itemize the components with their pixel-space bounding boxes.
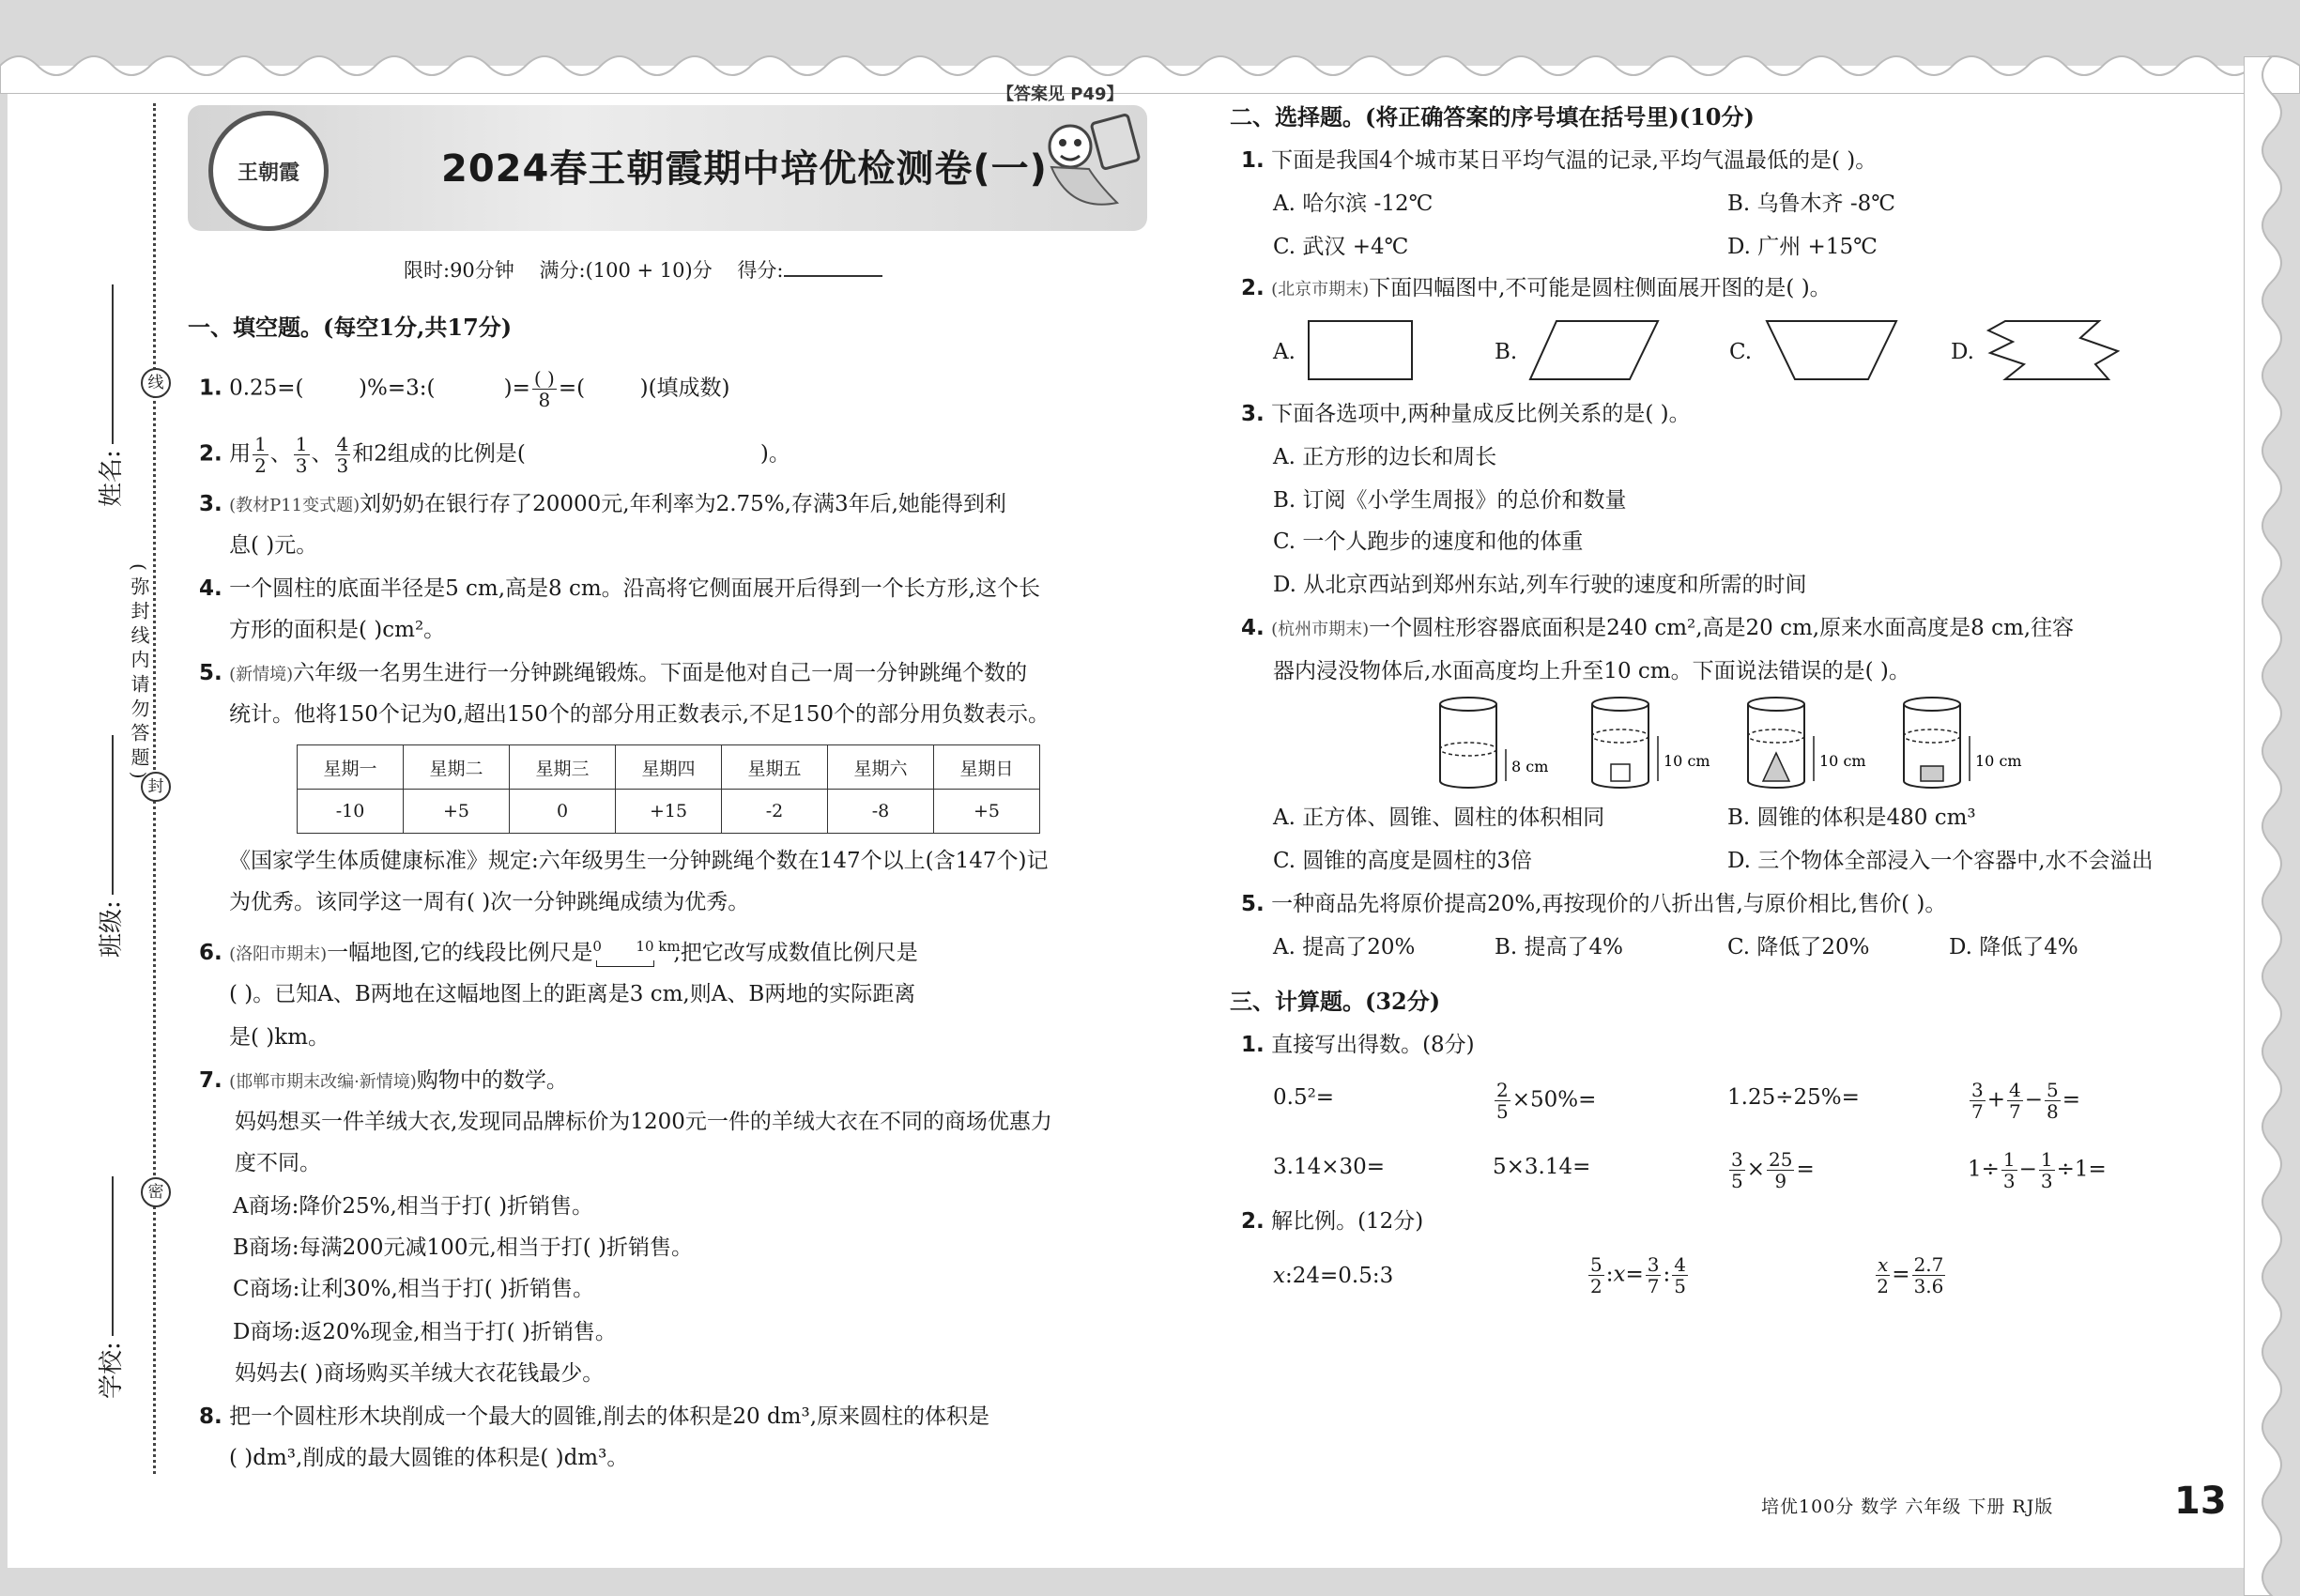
proportion-item: $\frac{5}{2}$ :x= $\frac{3}{7}$ : $\frac{4}{5}$ [1590,1253,1686,1297]
proportion-item: $\frac{x}{2}$ = $\frac{2.7}{3.6}$ [1877,1253,1944,1297]
s1-q7-c: C商场:让利30%,相当于打( )折销售。 [233,1277,595,1301]
s2-q5-d: D. 降低了4% [1949,935,2078,959]
s1-q6: 6. (洛阳市期末)一幅地图,它的线段比例尺是 0 10 km ,把它改写成数值比例尺是 [199,939,918,969]
table-row [298,790,1040,834]
table-header-cell: 星期四 [616,745,722,790]
answer-reference: 【答案见 P49】 [997,84,1124,104]
exam-meta: 限时:90分钟 满分:(100 + 10)分 得分: [404,255,882,284]
s1-q4: 4. 一个圆柱的底面半径是5 cm,高是8 cm。沿高将它侧面展开后得到一个长方形,这个长 [199,576,1040,601]
paper-title: 2024春王朝霞期中培优检测卷(一) [441,147,1048,191]
calc-item: 5×3.14= [1493,1155,1591,1179]
s1-q5-line2: 统计。他将150个记为0,超出150个的部分用正数表示,不足150个的部分用负数表示。 [229,702,1050,727]
s2-q4-d: D. 三个物体全部浸入一个容器中,水不会溢出 [1727,849,2154,873]
s3-q2: 2. 解比例。(12分) [1241,1209,1424,1234]
shape-rectangle [1307,319,1416,383]
s1-q5-line4: 为优秀。该同学这一周有( )次一分钟跳绳成绩为优秀。 [229,890,750,914]
mascot-icon [1014,90,1155,231]
s1-q3-line2: 息( )元。 [229,533,318,558]
calc-item: 1.25÷25%= [1727,1085,1860,1110]
section3-title: 三、计算题。(32分) [1230,988,1441,1015]
s2-q4-c: C. 圆锥的高度是圆柱的3倍 [1273,849,1533,873]
s1-q7-d: D商场:返20%现金,相当于打( )折销售。 [233,1320,617,1344]
school-field[interactable]: 学校: [92,1176,127,1399]
proportion-item: x:24=0.5:3 [1273,1264,1394,1288]
wavy-right-border [2244,56,2300,1596]
s2-q1-b: B. 乌鲁木齐 -8℃ [1727,192,1895,216]
table-header-cell: 星期日 [934,745,1040,790]
s2-q1-d: D. 广州 +15℃ [1727,235,1878,259]
s2-q1-a: A. 哈尔滨 -12℃ [1273,192,1434,216]
s1-q7-e: 妈妈去( )商场购买羊绒大衣花钱最少。 [235,1361,605,1386]
brand-logo: 王朝霞 [208,111,329,231]
s1-q4-line2: 方形的面积是( )cm²。 [229,618,446,642]
table-cell: +5 [404,790,510,834]
binding-char-mi: 密 [141,1177,171,1207]
table-header-cell: 星期三 [510,745,616,790]
table-header-cell: 星期一 [298,745,404,790]
s2-q4-line2: 器内浸没物体后,水面高度均上升至10 cm。下面说法错误的是( )。 [1273,659,1910,683]
calc-item: 0.5²= [1273,1085,1335,1110]
scale-bar: 0 10 km [592,940,673,968]
cylinder-label-3: 10 cm [1819,752,1866,770]
s1-q7-line1: 妈妈想买一件羊绒大衣,发现同品牌标价为1200元一件的羊绒大衣在不同的商场优惠力 [235,1110,1052,1134]
cylinder-label-2: 10 cm [1664,752,1710,770]
s2-q1-c: C. 武汉 +4℃ [1273,235,1409,259]
s2-q5-a: A. 提高了20% [1273,935,1416,959]
s1-q5: 5. (新情境)六年级一名男生进行一分钟跳绳锻炼。下面是他对自己一周一分钟跳绳个数的 [199,661,1028,685]
cylinder-figure-2 [1588,695,1720,798]
s2-q1: 1. 下面是我国4个城市某日平均气温的记录,平均气温最低的是( )。 [1241,148,1878,173]
s2-q4-a: A. 正方体、圆锥、圆柱的体积相同 [1273,806,1605,830]
s1-q2: 2. 用 $\frac{1}{2}$ 、 $\frac{1}{3}$ 、 $\frac{4}{3}$ 和2组成的比例是( )。 [199,433,790,477]
table-header-cell: 星期五 [722,745,828,790]
s1-q3: 3. (教材P11变式题)刘奶奶在银行存了20000元,年利率为2.75%,存满3年后,她能得到利 [199,492,1006,516]
class-field[interactable]: 班级: [92,735,127,958]
s2-q4: 4. (杭州市期末)一个圆柱形容器底面积是240 cm²,高是20 cm,原来水面高度是8 cm,往容 [1241,616,2075,640]
calc-item: $\frac{2}{5}$ ×50%= [1496,1079,1597,1123]
table-header-row [298,745,1040,790]
s1-q8: 8. 把一个圆柱形木块削成一个最大的圆锥,削去的体积是20 dm³,原来圆柱的体积是 [199,1404,990,1429]
table-cell: 0 [510,790,616,834]
binding-char-xian: 线 [141,368,171,398]
binding-char-feng: 封 [141,772,171,802]
cylinder-figure-3 [1744,695,1876,798]
binding-note: (弥封线内请勿答题) [128,563,150,785]
score-blank[interactable] [784,275,882,277]
shape-trapezoid [1765,319,1898,383]
calc-item: $\frac{3}{7}$ + $\frac{4}{7}$ − $\frac{5}{8}$ = [1971,1079,2081,1123]
s2-q4-b: B. 圆锥的体积是480 cm³ [1727,806,1976,830]
table-header-cell: 星期二 [404,745,510,790]
cylinder-label-1: 8 cm [1511,758,1549,775]
footer-info: 培优100分 数学 六年级 下册 RJ版 [1761,1496,2054,1517]
s2-q3-c: C. 一个人跑步的速度和他的体重 [1273,529,1584,554]
table-cell: +5 [934,790,1040,834]
name-field[interactable]: 姓名: [92,284,127,507]
shape-parallelogram [1528,319,1660,383]
s2-q2-c: C. [1729,340,1753,364]
s1-q6-line3: 是( )km。 [229,1025,330,1050]
shape-zigzag [1986,319,2120,383]
s1-q8-line2: ( )dm³,削成的最大圆锥的体积是( )dm³。 [229,1446,629,1470]
s2-q5-b: B. 提高了4% [1495,935,1624,959]
jump-rope-table [297,744,1040,834]
calc-item: $\frac{3}{5}$ × $\frac{25}{9}$ = [1731,1148,1815,1192]
table-cell: -10 [298,790,404,834]
s1-q7-line2: 度不同。 [235,1151,321,1175]
s2-q2-b: B. [1495,340,1518,364]
s1-q7: 7. (邯郸市期末改编·新情境)购物中的数学。 [199,1068,568,1093]
s2-q3-d: D. 从北京西站到郑州东站,列车行驶的速度和所需的时间 [1273,573,1807,597]
calc-item: 1÷ $\frac{1}{3}$ − $\frac{1}{3}$ ÷1= [1968,1148,2107,1192]
calc-item: 3.14×30= [1273,1155,1386,1179]
s2-q2: 2. (北京市期末)下面四幅图中,不可能是圆柱侧面展开图的是( )。 [1241,276,1832,300]
s2-q2-d: D. [1951,340,1974,364]
cylinder-label-4: 10 cm [1975,752,2022,770]
s1-q5-line3: 《国家学生体质健康标准》规定:六年级男生一分钟跳绳个数在147个以上(含147个)记 [229,849,1049,873]
section1-title: 一、填空题。(每空1分,共17分) [188,314,513,341]
table-header-cell: 星期六 [828,745,934,790]
s2-q2-a: A. [1273,340,1296,364]
s1-q7-b: B商场:每满200元减100元,相当于打( )折销售。 [233,1235,694,1260]
s1-q7-a: A商场:降价25%,相当于打( )折销售。 [233,1194,594,1219]
s2-q3: 3. 下面各选项中,两种量成反比例关系的是( )。 [1241,402,1691,426]
table-cell: -2 [722,790,828,834]
s1-q6-line2: ( )。已知A、B两地在这幅地图上的距离是3 cm,则A、B两地的实际距离 [229,982,916,1006]
wavy-top-border [0,38,2300,94]
s3-q1: 1. 直接写出得数。(8分) [1241,1033,1475,1057]
s2-q3-b: B. 订阅《小学生周报》的总价和数量 [1273,488,1627,513]
cylinder-figure-4 [1900,695,2032,798]
page-number: 13 [2174,1480,2227,1523]
section2-title: 二、选择题。(将正确答案的序号填在括号里)(10分) [1230,103,1755,130]
table-cell: -8 [828,790,934,834]
cylinder-figure-1 [1436,695,1558,798]
table-cell: +15 [616,790,722,834]
s2-q5-c: C. 降低了20% [1727,935,1870,959]
s1-q1: 1. 0.25=( )%=3:( )= $\frac{( )}{8}$ =( )(填成数) [199,367,730,411]
s2-q5: 5. 一种商品先将原价提高20%,再按现价的八折出售,与原价相比,售价( )。 [1241,892,1947,916]
s2-q3-a: A. 正方形的边长和周长 [1273,445,1497,469]
